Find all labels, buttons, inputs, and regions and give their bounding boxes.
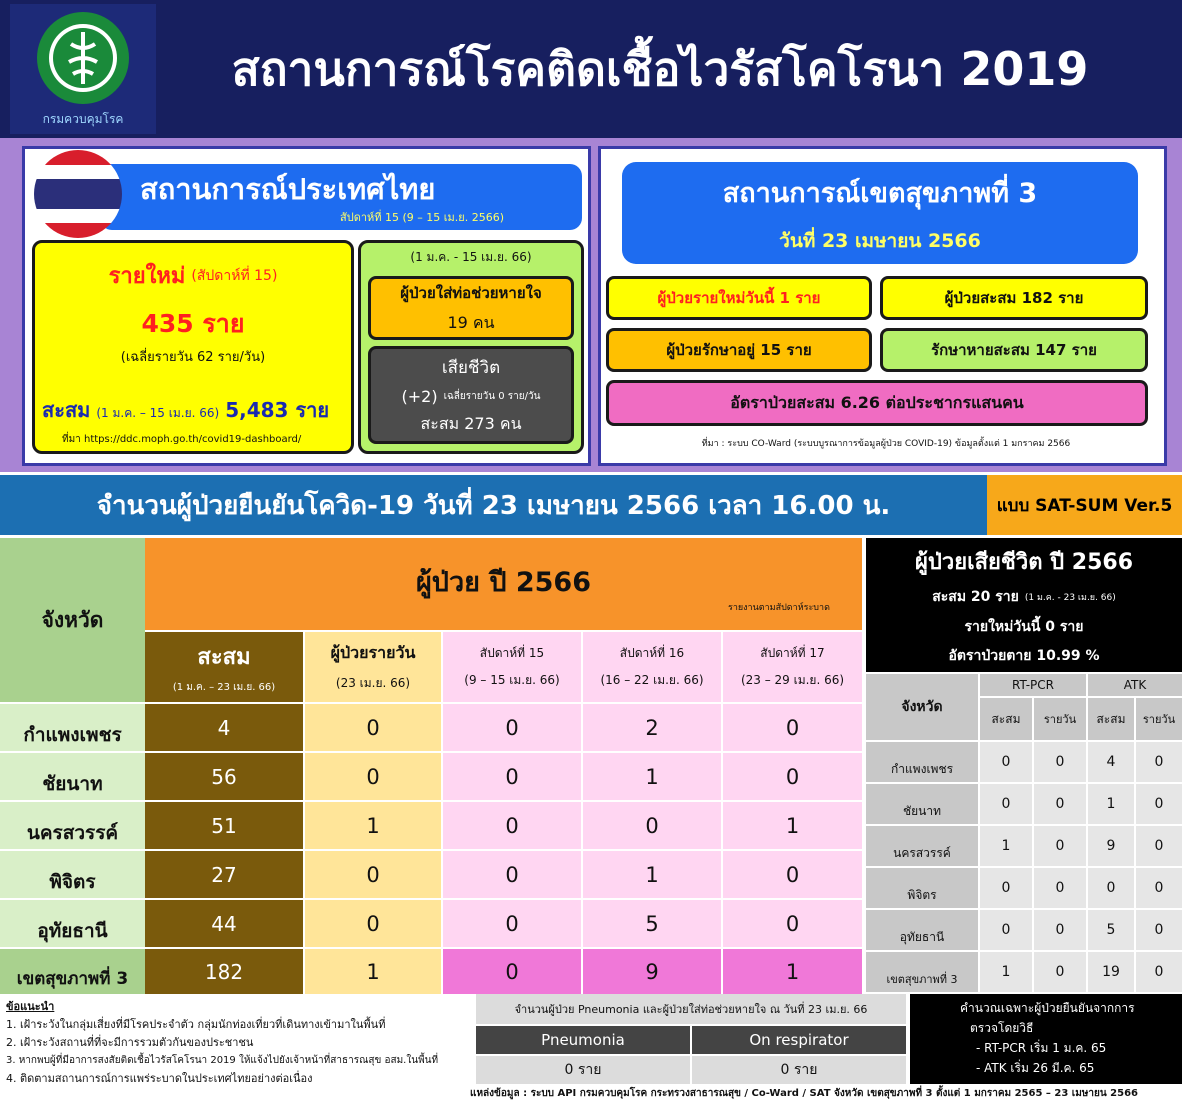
w17-header: สัปดาห์ที่ 17 xyxy=(760,646,825,660)
w17-header-cell xyxy=(723,632,862,702)
table-cell-w16: 1 xyxy=(583,851,721,898)
table-cell-w15: 0 xyxy=(443,900,581,947)
table-cell-cum: 44 xyxy=(145,900,303,947)
deaths-new-today: รายใหม่วันนี้ 0 ราย xyxy=(964,619,1084,635)
deaths-cell: 0 xyxy=(1136,952,1182,992)
deaths-cell: 0 xyxy=(1088,868,1134,908)
respirator-value: 0 ราย xyxy=(692,1056,906,1084)
deaths-cell: 0 xyxy=(1034,868,1086,908)
deaths-cell: 0 xyxy=(980,868,1032,908)
deaths-cell: 0 xyxy=(1034,910,1086,950)
logo-caption: กรมควบคุมโรค xyxy=(42,111,124,126)
deaths-row-province: ชัยนาท xyxy=(866,784,978,824)
deaths-cell: 0 xyxy=(1034,742,1086,782)
thailand-range: (1 ม.ค. - 15 เม.ย. 66) xyxy=(410,250,532,264)
advice-section xyxy=(6,998,471,1088)
calc-line: - RT-PCR เริ่ม 1 ม.ค. 65 xyxy=(976,1041,1107,1055)
version-badge: แบบ SAT-SUM Ver.5 xyxy=(987,475,1182,535)
table-cell-w16: 9 xyxy=(583,949,721,994)
region-source: ที่มา : ระบบ CO-Ward (ระบบบูรณาการข้อมูลผู้ป่วย COVID-19) ข้อมูลตั้งแต่ 1 มกราคม 2566 xyxy=(701,439,1071,449)
region-cum: ผู้ป่วยสะสม 182 ราย xyxy=(880,276,1148,320)
table-cell-cum: 182 xyxy=(145,949,303,994)
w15-sub: (9 – 15 เม.ย. 66) xyxy=(464,673,560,687)
table-cell-daily: 0 xyxy=(305,900,441,947)
thailand-cum-period: (1 ม.ค. – 15 เม.ย. 66) xyxy=(96,406,220,420)
region-recovered: รักษาหายสะสม 147 ราย xyxy=(880,328,1148,372)
table-row-region-total: เขตสุขภาพที่ 3 xyxy=(0,949,145,994)
deaths-cell: 0 xyxy=(980,784,1032,824)
table-cell-w17: 0 xyxy=(723,900,862,947)
deaths-row-province: กำแพงเพชร xyxy=(866,742,978,782)
province-header: จังหวัด xyxy=(0,538,145,702)
deaths-cell: 0 xyxy=(1034,952,1086,992)
deaths-cum: สะสม 20 ราย xyxy=(932,589,1019,605)
table-cell-daily: 0 xyxy=(305,851,441,898)
region-date: วันที่ 23 เมษายน 2566 xyxy=(779,229,981,252)
w15-header: สัปดาห์ที่ 15 xyxy=(479,646,545,660)
deaths-cell: 0 xyxy=(1034,784,1086,824)
deaths-rate: อัตราป่วยตาย 10.99 % xyxy=(948,648,1100,664)
calc-note xyxy=(910,994,1182,1084)
table-cell-cum: 51 xyxy=(145,802,303,849)
deaths-cum-period: (1 ม.ค. - 23 เม.ย. 66) xyxy=(1024,593,1116,603)
deaths-cell: 0 xyxy=(1136,826,1182,866)
region-new-today: ผู้ป่วยรายใหม่วันนี้ 1 ราย xyxy=(606,276,872,320)
deaths-cell: 0 xyxy=(1136,784,1182,824)
patient-sub: รายงานตามสัปดาห์ระบาด xyxy=(728,603,830,613)
daily-header: ผู้ป่วยรายวัน xyxy=(330,643,416,662)
region-title: สถานการณ์เขตสุขภาพที่ 3 xyxy=(722,177,1038,209)
table-cell-w16: 5 xyxy=(583,900,721,947)
table-cell-cum: 4 xyxy=(145,704,303,751)
deaths-cell: 0 xyxy=(1136,910,1182,950)
table-row-province: กำแพงเพชร xyxy=(0,704,145,751)
rtpcr-daily-header: รายวัน xyxy=(1034,698,1086,740)
table-cell-w15: 0 xyxy=(443,851,581,898)
thailand-death-new-row xyxy=(402,387,541,406)
deaths-title: ผู้ป่วยเสียชีวิต ปี 2566 xyxy=(914,550,1134,575)
region-title-box xyxy=(622,162,1138,264)
deaths-row-region-total: เขตสุขภาพที่ 3 xyxy=(866,952,978,992)
thailand-cum-row xyxy=(42,394,354,426)
region-rate: อัตราป่วยสะสม 6.26 ต่อประชากรแสนคน xyxy=(606,380,1148,426)
table-cell-w17: 0 xyxy=(723,753,862,800)
pneumonia-col-header: Pneumonia xyxy=(476,1026,690,1054)
table-cell-cum: 27 xyxy=(145,851,303,898)
deaths-cell: 0 xyxy=(1034,826,1086,866)
pneumonia-value: 0 ราย xyxy=(476,1056,690,1084)
deaths-cell: 9 xyxy=(1088,826,1134,866)
table-cell-cum: 56 xyxy=(145,753,303,800)
deaths-cell: 0 xyxy=(980,742,1032,782)
thailand-cum-count: 5,483 ราย xyxy=(225,398,330,422)
thailand-death-label: เสียชีวิต xyxy=(441,357,501,378)
table-row-province: ชัยนาท xyxy=(0,753,145,800)
thai-flag-icon xyxy=(34,150,122,238)
thailand-new-label: รายใหม่ xyxy=(108,264,186,289)
rtpcr-header: RT-PCR xyxy=(980,674,1086,696)
table-cell-w17: 0 xyxy=(723,704,862,751)
table-cell-w17: 1 xyxy=(723,802,862,849)
advice-item: 3. หากพบผู้ที่มีอาการสงสัยติดเชื้อไวรัสโคโรนา 2019 ให้แจ้งไปยังเจ้าหน้าที่สาธารณสุข อสม.ในพื้นที่ xyxy=(6,1055,439,1066)
w16-header-cell xyxy=(583,632,721,702)
deaths-cell: 4 xyxy=(1088,742,1134,782)
ministry-seal-icon xyxy=(35,10,131,106)
calc-line: - ATK เริ่ม 26 มี.ค. 65 xyxy=(976,1061,1095,1075)
page-title: สถานการณ์โรคติดเชื้อไวรัสโคโรนา 2019 xyxy=(231,41,1089,96)
thailand-new-row xyxy=(32,258,354,293)
table-cell-w15: 0 xyxy=(443,802,581,849)
deaths-cell: 19 xyxy=(1088,952,1134,992)
cum-header: สะสม xyxy=(197,645,251,670)
region-treating: ผู้ป่วยรักษาอยู่ 15 ราย xyxy=(606,328,872,372)
calc-line: ตรวจโดยวิธี xyxy=(970,1021,1034,1035)
daily-sub: (23 เม.ย. 66) xyxy=(335,676,411,690)
deaths-cell: 5 xyxy=(1088,910,1134,950)
atk-cum-header: สะสม xyxy=(1088,698,1134,740)
w16-header: สัปดาห์ที่ 16 xyxy=(619,646,685,660)
daily-header-cell xyxy=(305,632,441,702)
deaths-cum-row xyxy=(866,586,1182,608)
deaths-row-province: พิจิตร xyxy=(866,868,978,908)
ministry-logo xyxy=(10,4,156,134)
table-cell-w17: 0 xyxy=(723,851,862,898)
cum-header-cell xyxy=(145,632,303,702)
advice-item: 2. เฝ้าระวังสถานที่ที่จะมีการรวมตัวกันของประชาชน xyxy=(6,1036,254,1049)
table-row-province: อุทัยธานี xyxy=(0,900,145,947)
table-row-province: พิจิตร xyxy=(0,851,145,898)
thailand-resp-label: ผู้ป่วยใส่ท่อช่วยหายใจ xyxy=(400,283,542,302)
advice-title: ข้อแนะนำ xyxy=(6,1000,55,1013)
table-row-province: นครสวรรค์ xyxy=(0,802,145,849)
patient-header: ผู้ป่วย ปี 2566 xyxy=(415,567,592,598)
calc-line: คำนวณเฉพาะผู้ป่วยยืนยันจากการ xyxy=(960,1001,1135,1015)
confirmed-banner: จำนวนผู้ป่วยยืนยันโควิด-19 วันที่ 23 เมษายน 2566 เวลา 16.00 น. xyxy=(0,475,987,535)
table-cell-daily: 1 xyxy=(305,949,441,994)
thailand-death-cum: สะสม 273 คน xyxy=(420,413,522,433)
deaths-row-province: นครสวรรค์ xyxy=(866,826,978,866)
thailand-resp-box xyxy=(368,276,574,340)
thailand-week: สัปดาห์ที่ 15 (9 – 15 เม.ย. 2566) xyxy=(340,211,505,224)
deaths-cell: 1 xyxy=(980,952,1032,992)
advice-item: 1. เฝ้าระวังในกลุ่มเสี่ยงที่มีโรคประจำตัว กลุ่มนักท่องเที่ยวที่เดินทางเข้ามาในพื้นที่ xyxy=(6,1018,386,1031)
w17-sub: (23 – 29 เม.ย. 66) xyxy=(740,673,845,687)
table-cell-w16: 0 xyxy=(583,802,721,849)
table-cell-daily: 1 xyxy=(305,802,441,849)
table-cell-daily: 0 xyxy=(305,704,441,751)
thailand-new-avg: (เฉลี่ยรายวัน 62 ราย/วัน) xyxy=(120,350,266,365)
atk-daily-header: รายวัน xyxy=(1136,698,1182,740)
table-cell-w16: 2 xyxy=(583,704,721,751)
deaths-cell: 0 xyxy=(980,910,1032,950)
thailand-cum-label: สะสม xyxy=(42,398,91,422)
table-cell-w17: 1 xyxy=(723,949,862,994)
deaths-cell: 0 xyxy=(1136,742,1182,782)
table-cell-w15: 0 xyxy=(443,949,581,994)
deaths-cell: 1 xyxy=(980,826,1032,866)
cum-sub: (1 ม.ค. – 23 เม.ย. 66) xyxy=(172,682,276,693)
respirator-col-header: On respirator xyxy=(692,1026,906,1054)
thailand-death-box xyxy=(368,346,574,444)
pneumonia-title: จำนวนผู้ป่วย Pneumonia และผู้ป่วยใส่ท่อช่วยหายใจ ณ วันที่ 23 เม.ย. 66 xyxy=(476,994,906,1024)
table-cell-daily: 0 xyxy=(305,753,441,800)
deaths-row-province: อุทัยธานี xyxy=(866,910,978,950)
thailand-source: ที่มา https://ddc.moph.go.th/covid19-dashboard/ xyxy=(62,434,302,445)
table-cell-w15: 0 xyxy=(443,753,581,800)
deaths-cell: 1 xyxy=(1088,784,1134,824)
rtpcr-cum-header: สะสม xyxy=(980,698,1032,740)
footer-source: แหล่งข้อมูล : ระบบ API กรมควบคุมโรค กระทรวงสาธารณสุข / Co-Ward / SAT จังหวัด เขตสุขภาพที่ 3 ตั้งแต่ 1 มกราคม 2565 – 23 เมษายน 2566 xyxy=(470,1088,1139,1099)
table-cell-w15: 0 xyxy=(443,704,581,751)
advice-item: 4. ติดตามสถานการณ์การแพร่ระบาดในประเทศไทยอย่างต่อเนื่อง xyxy=(6,1072,313,1085)
thailand-death-avg: เฉลี่ยรายวัน 0 ราย/วัน xyxy=(443,390,541,402)
thailand-death-new: (+2) xyxy=(401,386,438,406)
thailand-new-count: 435 ราย xyxy=(141,309,245,338)
deaths-cell: 0 xyxy=(1136,868,1182,908)
atk-header: ATK xyxy=(1088,674,1182,696)
table-cell-w16: 1 xyxy=(583,753,721,800)
thailand-resp-count: 19 คน xyxy=(447,312,495,332)
thailand-new-week: (สัปดาห์ที่ 15) xyxy=(191,267,278,284)
w15-header-cell xyxy=(443,632,581,702)
deaths-province-header: จังหวัด xyxy=(866,674,978,740)
thailand-title: สถานการณ์ประเทศไทย xyxy=(140,172,436,206)
w16-sub: (16 – 22 เม.ย. 66) xyxy=(600,673,704,687)
